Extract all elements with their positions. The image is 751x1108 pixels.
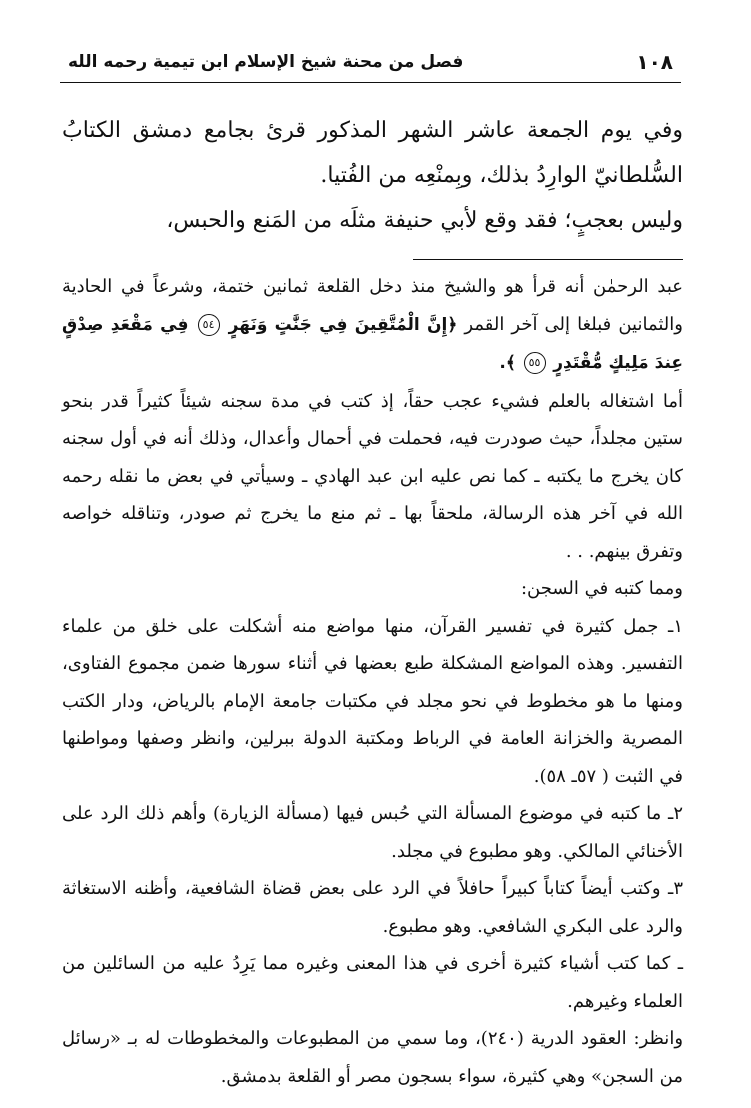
footnote-paragraph: وانظر: العقود الدرية (٢٤٠)، وما سمي من المطبوعات والمخطوطات له بـ «رسائل من السجن» وهي كثيرة، سواء بسجون مصر أو القلعة بدمشق. (62, 1028, 684, 1087)
quran-close-bracket: ﴾. (499, 353, 516, 373)
footnotes (62, 268, 683, 1095)
footnote-paragraph: ومما كتبه في السجن: (520, 578, 683, 599)
main-paragraph: وفي يوم الجمعة عاشر الشهر المذكور قرئ بجامع دمشق الكتابُ السُّلطانيّ الوارِدُ بذلك، وبِمنْعِه من الفُتيا. (62, 118, 683, 188)
footnote-paragraph: ٣ـ وكتب أيضاً كتاباً كبيراً حافلاً في الرد على بعض قضاة الشافعية، وأظنه الاستغاثة والرد على البكري الشافعي. وهو مطبوع. (62, 878, 683, 937)
footnote-paragraph: ـ كما كتب أشياء كثيرة أخرى في هذا المعنى وغيره مما يَرِدُ عليه من السائلين من العلماء وغيرهم. (62, 953, 683, 1012)
footnote-text: عبد الرحمٰن أنه قرأ هو والشيخ منذ دخل القلعة ثمانين ختمة، وشرعاً في الحادية والثمانين فبلغا إلى آخر القمر (62, 276, 683, 335)
footnote-paragraph: ٢ـ ما كتبه في موضوع المسألة التي حُبس فيها (مسألة الزيارة) وأهم ذلك الرد على الأخنائي المالكي. وهو مطبوع في مجلد. (62, 803, 683, 862)
ayah-number-marker: ٥٥ (524, 352, 546, 374)
footnote-separator (413, 259, 683, 260)
page-number: ١٠٨ (636, 50, 673, 74)
main-paragraph: وليس بعجبٍ؛ فقد وقع لأبي حنيفة مثلَه من المَنع والحبس، (166, 208, 683, 233)
page-header (60, 48, 681, 83)
ayah-number-marker: ٥٤ (198, 314, 220, 336)
footnote-paragraph (62, 268, 683, 383)
footnote-paragraph: ١ـ جمل كثيرة في تفسير القرآن، منها مواضع منه أشكلت على خلق من علماء التفسير. وهذه المواضع المشكلة طبع بعضها في أثناء سورها ضمن مجموع الفتاوى، ومنها ما هو مخطوط في نحو مجلد في مكتبات جامعة الإمام بالرياض، ودار الكتب المصرية والخزانة العامة في الرباط ومكتبة الدولة ببرلين، وانظر وصفها ومواطنها في الثبت ( ٥٧ـ ٥٨). (62, 615, 683, 787)
quran-verse: ﴿إِنَّ الْمُتَّقِينَ فِي جَنَّٰتٍ وَنَهَرٍ (228, 314, 458, 335)
main-text (62, 108, 683, 243)
quran-verse: فِي مَقْعَدِ صِدْقٍ عِندَ مَلِيكٍ مُّقْتَدِرٍ (62, 314, 683, 373)
running-title: فصل من محنة شيخ الإسلام ابن تيمية رحمه الله (68, 52, 464, 72)
footnote-paragraph: أما اشتغاله بالعلم فشيء عجب حقاً، إذ كتب في مدة سجنه شيئاً كثيراً قدر بنحو ستين مجلداً، حيث صودرت فيه، فحملت في أحمال وأعدال، وذلك أنه في أول سجنه كان يخرج ما يكتبه ـ كما نص عليه ابن عبد الهادي ـ وسيأتي في بعض ما نقله رحمه الله في آخر هذه الرسالة، ملحقاً بها ـ ثم منع ما يخرج ثم صودر، وتناقله خواصه وتفرق بينهم. . . (62, 390, 683, 562)
